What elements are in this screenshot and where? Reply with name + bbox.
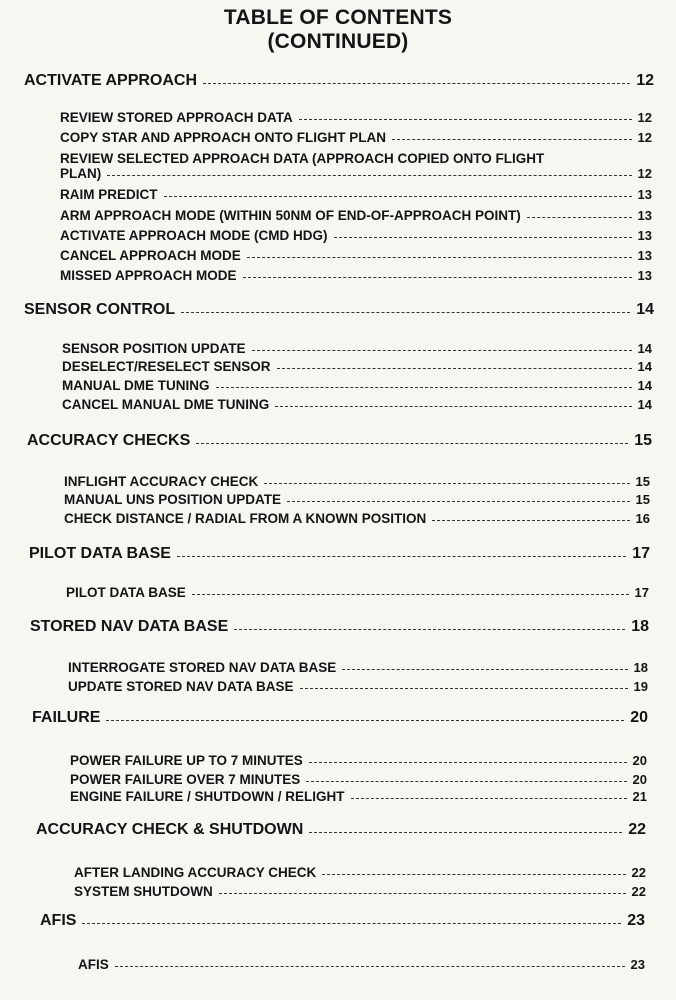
- dot-leader: [287, 501, 630, 502]
- dot-leader: [247, 257, 632, 258]
- toc-entry-activate-approach-mode[interactable]: [60, 228, 652, 243]
- page-subtitle: (CONTINUED): [267, 30, 409, 53]
- toc-label: ACTIVATE APPROACH: [24, 72, 198, 89]
- dot-leader: [181, 312, 630, 313]
- toc-section-activate-approach[interactable]: [24, 72, 654, 90]
- toc-label: INFLIGHT ACCURACY CHECK: [64, 474, 259, 489]
- toc-label: MANUAL DME TUNING: [62, 378, 210, 393]
- toc-section-failure[interactable]: [32, 709, 648, 727]
- toc-label-line2: PLAN): [60, 166, 102, 181]
- toc-label: ARM APPROACH MODE (WITHIN 50NM OF END-OF-APPROACH POINT): [60, 208, 521, 223]
- dot-leader: [203, 83, 630, 84]
- toc-label: CANCEL MANUAL DME TUNING: [62, 397, 270, 412]
- toc-label: UPDATE STORED NAV DATA BASE: [68, 679, 294, 694]
- toc-label: COPY STAR AND APPROACH ONTO FLIGHT PLAN: [60, 130, 387, 145]
- toc-page-number: 14: [637, 359, 652, 374]
- dot-leader: [322, 874, 625, 875]
- dot-leader: [527, 217, 632, 218]
- dot-leader: [306, 781, 626, 782]
- toc-page-number: 18: [631, 618, 649, 635]
- dot-leader: [82, 923, 621, 924]
- toc-label: MISSED APPROACH MODE: [60, 268, 237, 283]
- toc-label: POWER FAILURE OVER 7 MINUTES: [70, 772, 301, 787]
- toc-page-number: 16: [635, 511, 650, 526]
- toc-page-number: 19: [633, 679, 648, 694]
- toc-section-accuracy-shutdown[interactable]: [36, 821, 646, 839]
- toc-label: SENSOR POSITION UPDATE: [62, 341, 246, 356]
- dot-leader: [219, 893, 626, 894]
- toc-label: PILOT DATA BASE: [66, 585, 186, 600]
- toc-label: SYSTEM SHUTDOWN: [74, 884, 213, 899]
- toc-page-number: 22: [631, 884, 646, 899]
- toc-page-number: 12: [637, 166, 652, 181]
- dot-leader: [392, 139, 632, 140]
- toc-page-number: 20: [630, 709, 648, 726]
- toc-page-number: 14: [636, 301, 654, 318]
- dot-leader: [216, 387, 632, 388]
- toc-page-number: 12: [637, 130, 652, 145]
- toc-page-number: 14: [637, 378, 652, 393]
- toc-entry-copy-star[interactable]: [60, 130, 652, 145]
- toc-page-number: 17: [634, 585, 649, 600]
- toc-entry-system-shutdown[interactable]: [74, 884, 646, 899]
- dot-leader: [300, 688, 628, 689]
- toc-section-stored-nav[interactable]: [30, 618, 649, 636]
- toc-label: POWER FAILURE UP TO 7 MINUTES: [70, 753, 303, 768]
- toc-entry-check-distance[interactable]: [64, 511, 650, 526]
- toc-page-number: 13: [637, 248, 652, 263]
- toc-label: MANUAL UNS POSITION UPDATE: [64, 492, 282, 507]
- dot-leader: [234, 629, 625, 630]
- toc-entry-review-selected[interactable]: [60, 151, 652, 181]
- toc-label: ACCURACY CHECK & SHUTDOWN: [36, 821, 304, 838]
- toc-page-number: 15: [635, 492, 650, 507]
- toc-label: DESELECT/RESELECT SENSOR: [62, 359, 271, 374]
- toc-page-number: 14: [637, 397, 652, 412]
- toc-page-number: 14: [637, 341, 652, 356]
- dot-leader: [277, 368, 632, 369]
- dot-leader: [177, 556, 626, 557]
- toc-label: INTERROGATE STORED NAV DATA BASE: [68, 660, 337, 675]
- toc-page-number: 20: [632, 753, 647, 768]
- dot-leader: [275, 406, 631, 407]
- toc-entry-after-landing[interactable]: [74, 865, 646, 880]
- toc-entry-engine-failure[interactable]: [70, 789, 647, 804]
- toc-page-number: 13: [637, 208, 652, 223]
- toc-entry-inflight-accuracy[interactable]: [64, 474, 650, 489]
- dot-leader: [115, 966, 625, 967]
- toc-page-number: 12: [637, 110, 652, 125]
- toc-label: SENSOR CONTROL: [24, 301, 176, 318]
- toc-page-number: 13: [637, 268, 652, 283]
- dot-leader: [164, 196, 632, 197]
- toc-page-number: 23: [630, 957, 645, 972]
- toc-page-number: 15: [634, 432, 652, 449]
- toc-entry-manual-uns[interactable]: [64, 492, 650, 507]
- dot-leader: [192, 594, 629, 595]
- dot-leader: [342, 669, 627, 670]
- toc-entry-power-up-to-7[interactable]: [70, 753, 647, 768]
- toc-page-number: 20: [632, 772, 647, 787]
- toc-label: CANCEL APPROACH MODE: [60, 248, 241, 263]
- dot-leader: [432, 520, 629, 521]
- toc-label: ACTIVATE APPROACH MODE (CMD HDG): [60, 228, 328, 243]
- toc-page-number: 23: [627, 912, 645, 929]
- dot-leader: [264, 483, 629, 484]
- toc-label: AFIS: [40, 912, 77, 929]
- dot-leader: [299, 119, 632, 120]
- dot-leader: [351, 798, 627, 799]
- toc-entry-sensor-position[interactable]: [62, 341, 652, 356]
- toc-label: REVIEW STORED APPROACH DATA: [60, 110, 293, 125]
- toc-page-number: 15: [635, 474, 650, 489]
- dot-leader: [309, 762, 627, 763]
- toc-entry-raim-predict[interactable]: [60, 187, 652, 202]
- toc-page-number: 22: [631, 865, 646, 880]
- toc-section-pilot-data-base[interactable]: [29, 545, 650, 563]
- toc-entry-cancel-approach[interactable]: [60, 248, 652, 263]
- toc-section-accuracy-checks[interactable]: [27, 432, 652, 450]
- dot-leader: [309, 832, 622, 833]
- toc-entry-review-stored[interactable]: [60, 110, 652, 125]
- toc-label: PILOT DATA BASE: [29, 545, 171, 562]
- toc-label-line1: REVIEW SELECTED APPROACH DATA (APPROACH COPIED ONTO FLIGHT: [60, 151, 545, 166]
- toc-page-number: 21: [632, 789, 647, 804]
- toc-page-number: 12: [636, 72, 654, 89]
- dot-leader: [243, 277, 632, 278]
- toc-entry-deselect-sensor[interactable]: [62, 359, 652, 374]
- toc-section-afis[interactable]: [40, 912, 645, 930]
- toc-label: AFIS: [78, 957, 109, 972]
- dot-leader: [107, 175, 631, 176]
- dot-leader: [252, 350, 632, 351]
- toc-entry-cancel-manual-dme[interactable]: [62, 397, 652, 412]
- dot-leader: [334, 237, 632, 238]
- toc-label: AFTER LANDING ACCURACY CHECK: [74, 865, 317, 880]
- toc-label: FAILURE: [32, 709, 101, 726]
- toc-entry-pilot-data-base[interactable]: [66, 585, 649, 600]
- toc-entry-interrogate-nav[interactable]: [68, 660, 648, 675]
- toc-label: CHECK DISTANCE / RADIAL FROM A KNOWN POSITION: [64, 511, 427, 526]
- page-title: TABLE OF CONTENTS: [223, 6, 453, 29]
- toc-entry-manual-dme[interactable]: [62, 378, 652, 393]
- dot-leader: [196, 443, 628, 444]
- toc-page-number: 22: [628, 821, 646, 838]
- toc-label: ENGINE FAILURE / SHUTDOWN / RELIGHT: [70, 789, 345, 804]
- toc-page-number: 18: [633, 660, 648, 675]
- toc-page-number: 17: [632, 545, 650, 562]
- toc-label: RAIM PREDICT: [60, 187, 158, 202]
- toc-entry-missed-approach[interactable]: [60, 268, 652, 283]
- toc-entry-arm-approach[interactable]: [60, 208, 652, 223]
- toc-entry-update-nav[interactable]: [68, 679, 648, 694]
- toc-section-sensor-control[interactable]: [24, 301, 654, 319]
- toc-label: STORED NAV DATA BASE: [30, 618, 229, 635]
- toc-entry-power-over-7[interactable]: [70, 772, 647, 787]
- dot-leader: [106, 720, 624, 721]
- toc-entry-afis[interactable]: [78, 957, 645, 972]
- toc-label: ACCURACY CHECKS: [27, 432, 191, 449]
- toc-page-number: 13: [637, 187, 652, 202]
- toc-page-number: 13: [637, 228, 652, 243]
